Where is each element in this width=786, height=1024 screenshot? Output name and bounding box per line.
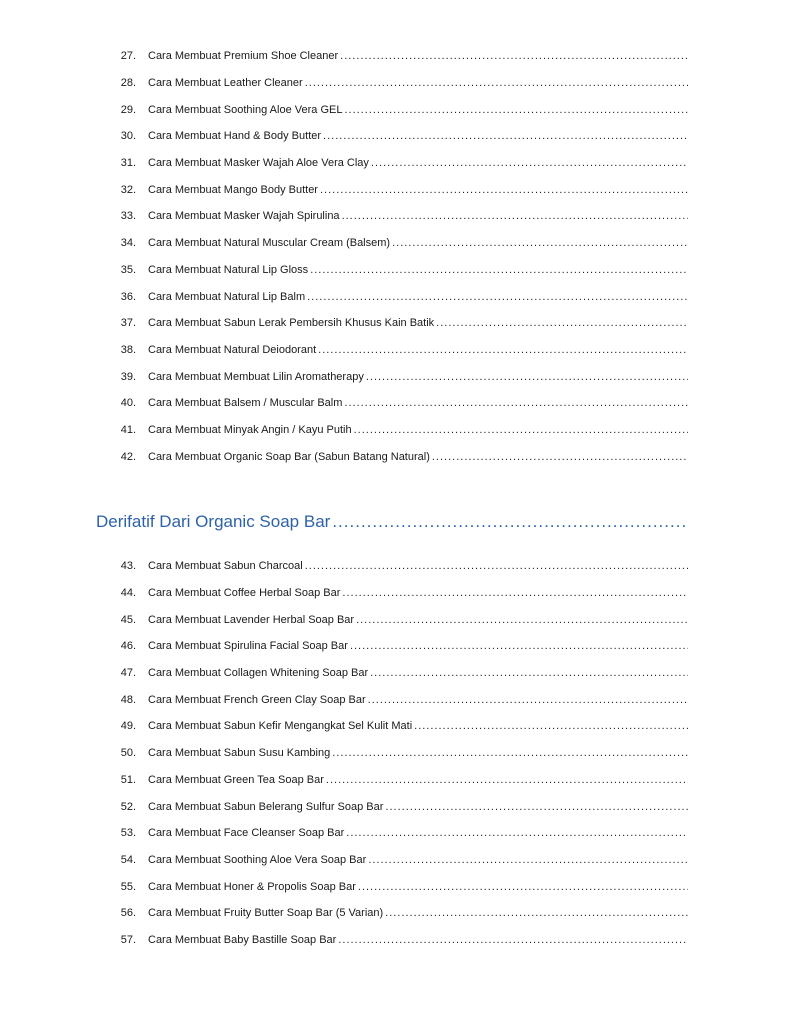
toc-entry-title: Cara Membuat Leather Cleaner xyxy=(148,77,303,90)
toc-entry[interactable] xyxy=(0,123,786,150)
toc-entry-number: 48. xyxy=(120,693,136,706)
toc-entry[interactable] xyxy=(0,660,786,687)
toc-entry-number: 47. xyxy=(120,667,136,680)
dot-leader xyxy=(385,801,688,813)
toc-entry[interactable] xyxy=(0,257,786,284)
toc-entry-number: 41. xyxy=(120,423,136,436)
toc-entry-number: 55. xyxy=(120,880,136,893)
toc-entry[interactable] xyxy=(0,713,786,740)
toc-entry[interactable] xyxy=(0,553,786,580)
toc-entry[interactable] xyxy=(0,150,786,177)
toc-entry-number: 57. xyxy=(120,933,136,946)
dot-leader xyxy=(344,397,688,409)
toc-entry[interactable] xyxy=(0,580,786,607)
dot-leader xyxy=(323,130,688,142)
toc-entry[interactable] xyxy=(0,847,786,874)
dot-leader xyxy=(307,291,688,303)
toc-entry[interactable] xyxy=(0,43,786,70)
toc-entry-title: Cara Membuat Masker Wajah Spirulina xyxy=(148,210,340,223)
toc-entry[interactable] xyxy=(0,820,786,847)
toc-entry[interactable] xyxy=(0,203,786,230)
toc-entry-title: Cara Membuat Fruity Butter Soap Bar (5 Varian) xyxy=(148,907,384,920)
toc-entry-title: Cara Membuat Green Tea Soap Bar xyxy=(148,773,324,786)
dot-leader xyxy=(368,854,688,866)
toc-entry-number: 40. xyxy=(120,397,136,410)
toc-entry-number: 37. xyxy=(120,317,136,330)
toc-entry[interactable] xyxy=(0,363,786,390)
toc-entry-title: Cara Membuat Coffee Herbal Soap Bar xyxy=(148,587,341,600)
toc-entry-title: Cara Membuat Hand & Body Butter xyxy=(148,130,322,143)
dot-leader xyxy=(371,157,688,169)
toc-entry-number: 46. xyxy=(120,640,136,653)
toc-entry-title: Cara Membuat Sabun Belerang Sulfur Soap Bar xyxy=(148,800,384,813)
dot-leader xyxy=(320,184,688,196)
toc-entry-title: Cara Membuat Mango Body Butter xyxy=(148,183,318,196)
toc-entry[interactable] xyxy=(0,96,786,123)
dot-leader xyxy=(368,694,688,706)
toc-entry-number: 45. xyxy=(120,613,136,626)
toc-entry[interactable] xyxy=(0,740,786,767)
toc-entry[interactable] xyxy=(0,417,786,444)
dot-leader xyxy=(305,560,688,572)
toc-entry-number: 53. xyxy=(120,827,136,840)
dot-leader xyxy=(414,720,688,732)
toc-entry[interactable] xyxy=(0,176,786,203)
toc-entry-number: 38. xyxy=(120,343,136,356)
toc-entry-title: Cara Membuat Sabun Susu Kambing xyxy=(148,747,331,760)
toc-entry-number: 32. xyxy=(120,183,136,196)
toc-entry[interactable] xyxy=(0,900,786,927)
toc-entry[interactable] xyxy=(0,70,786,97)
toc-entry[interactable] xyxy=(0,927,786,954)
toc-entry[interactable] xyxy=(0,390,786,417)
toc-entry[interactable] xyxy=(0,230,786,257)
toc-entry-title: Cara Membuat Balsem / Muscular Balm xyxy=(148,397,343,410)
toc-entry[interactable] xyxy=(0,606,786,633)
toc-entry-title: Cara Membuat Natural Deiodorant xyxy=(148,343,317,356)
dot-leader xyxy=(332,512,688,532)
toc-entry-title: Cara Membuat Natural Muscular Cream (Balsem) xyxy=(148,237,391,250)
dot-leader xyxy=(432,451,688,463)
toc-entry-number: 28. xyxy=(120,77,136,90)
dot-leader xyxy=(310,264,688,276)
toc-entry-number: 44. xyxy=(120,587,136,600)
dot-leader xyxy=(346,827,688,839)
dot-leader xyxy=(305,77,688,89)
toc-entry-number: 51. xyxy=(120,773,136,786)
dot-leader xyxy=(326,774,688,786)
dot-leader xyxy=(344,104,688,116)
dot-leader xyxy=(366,371,688,383)
toc-entry-title: Cara Membuat Masker Wajah Aloe Vera Clay xyxy=(148,157,369,170)
dot-leader xyxy=(350,640,688,652)
toc-entry-number: 43. xyxy=(120,560,136,573)
toc-entry-number: 52. xyxy=(120,800,136,813)
toc-entry-number: 30. xyxy=(120,130,136,143)
toc-entry-title: Cara Membuat Natural Lip Gloss xyxy=(148,263,309,276)
toc-entry-title: Cara Membuat Membuat Lilin Aromatherapy xyxy=(148,370,364,383)
dot-leader xyxy=(342,210,688,222)
toc-entry-number: 54. xyxy=(120,853,136,866)
dot-leader xyxy=(358,881,688,893)
toc-entry-title: Cara Membuat Soothing Aloe Vera GEL xyxy=(148,103,343,116)
toc-entry-number: 56. xyxy=(120,907,136,920)
toc-entry[interactable] xyxy=(0,443,786,470)
toc-entry-title: Cara Membuat Lavender Herbal Soap Bar xyxy=(148,613,355,626)
toc-entry-title: Cara Membuat Organic Soap Bar (Sabun Batang Natural) xyxy=(148,450,430,463)
toc-entry-title: Cara Membuat Collagen Whitening Soap Bar xyxy=(148,667,369,680)
toc-entry-title: Cara Membuat Honer & Propolis Soap Bar xyxy=(148,880,356,893)
toc-entry[interactable] xyxy=(0,310,786,337)
toc-entry[interactable] xyxy=(0,686,786,713)
dot-leader xyxy=(332,747,688,759)
toc-entry[interactable] xyxy=(0,873,786,900)
toc-entry-title: Cara Membuat Soothing Aloe Vera Soap Bar xyxy=(148,853,367,866)
dot-leader xyxy=(392,237,688,249)
toc-entry-number: 50. xyxy=(120,747,136,760)
toc-entry[interactable] xyxy=(0,767,786,794)
dot-leader xyxy=(436,317,688,329)
toc-entry[interactable] xyxy=(0,337,786,364)
dot-leader xyxy=(354,424,688,436)
toc-entry-number: 49. xyxy=(120,720,136,733)
dot-leader xyxy=(356,614,688,626)
toc-entry-number: 35. xyxy=(120,263,136,276)
toc-entry-number: 29. xyxy=(120,103,136,116)
toc-entry-number: 34. xyxy=(120,237,136,250)
toc-entry-title: Cara Membuat Premium Shoe Cleaner xyxy=(148,50,339,63)
toc-entry-number: 31. xyxy=(120,157,136,170)
dot-leader xyxy=(338,934,688,946)
toc-entry-number: 36. xyxy=(120,290,136,303)
dot-leader xyxy=(370,667,688,679)
toc-entry-title: Cara Membuat Spirulina Facial Soap Bar xyxy=(148,640,348,653)
toc-entry[interactable] xyxy=(0,793,786,820)
toc-entry-number: 27. xyxy=(120,50,136,63)
toc-entry-title: Cara Membuat Sabun Lerak Pembersih Khusus Kain Batik xyxy=(148,317,435,330)
toc-entry-title: Cara Membuat Face Cleanser Soap Bar xyxy=(148,827,345,840)
toc-list-part1 xyxy=(0,43,786,470)
toc-list-part2 xyxy=(0,553,786,953)
toc-entry-number: 39. xyxy=(120,370,136,383)
toc-entry-title: Cara Membuat Natural Lip Balm xyxy=(148,290,306,303)
toc-entry[interactable] xyxy=(0,283,786,310)
section-heading[interactable] xyxy=(96,512,688,538)
toc-entry-number: 33. xyxy=(120,210,136,223)
toc-entry-title: Cara Membuat Sabun Charcoal xyxy=(148,560,303,573)
section-heading-title: Derifatif Dari Organic Soap Bar xyxy=(96,512,331,531)
dot-leader xyxy=(342,587,688,599)
toc-entry-number: 42. xyxy=(120,450,136,463)
toc-entry[interactable] xyxy=(0,633,786,660)
dot-leader xyxy=(318,344,688,356)
dot-leader xyxy=(340,50,688,62)
toc-entry-title: Cara Membuat Baby Bastille Soap Bar xyxy=(148,933,337,946)
toc-entry-title: Cara Membuat French Green Clay Soap Bar xyxy=(148,693,366,706)
dot-leader xyxy=(385,907,688,919)
toc-entry-title: Cara Membuat Sabun Kefir Mengangkat Sel Kulit Mati xyxy=(148,720,413,733)
toc-entry-title: Cara Membuat Minyak Angin / Kayu Putih xyxy=(148,423,352,436)
